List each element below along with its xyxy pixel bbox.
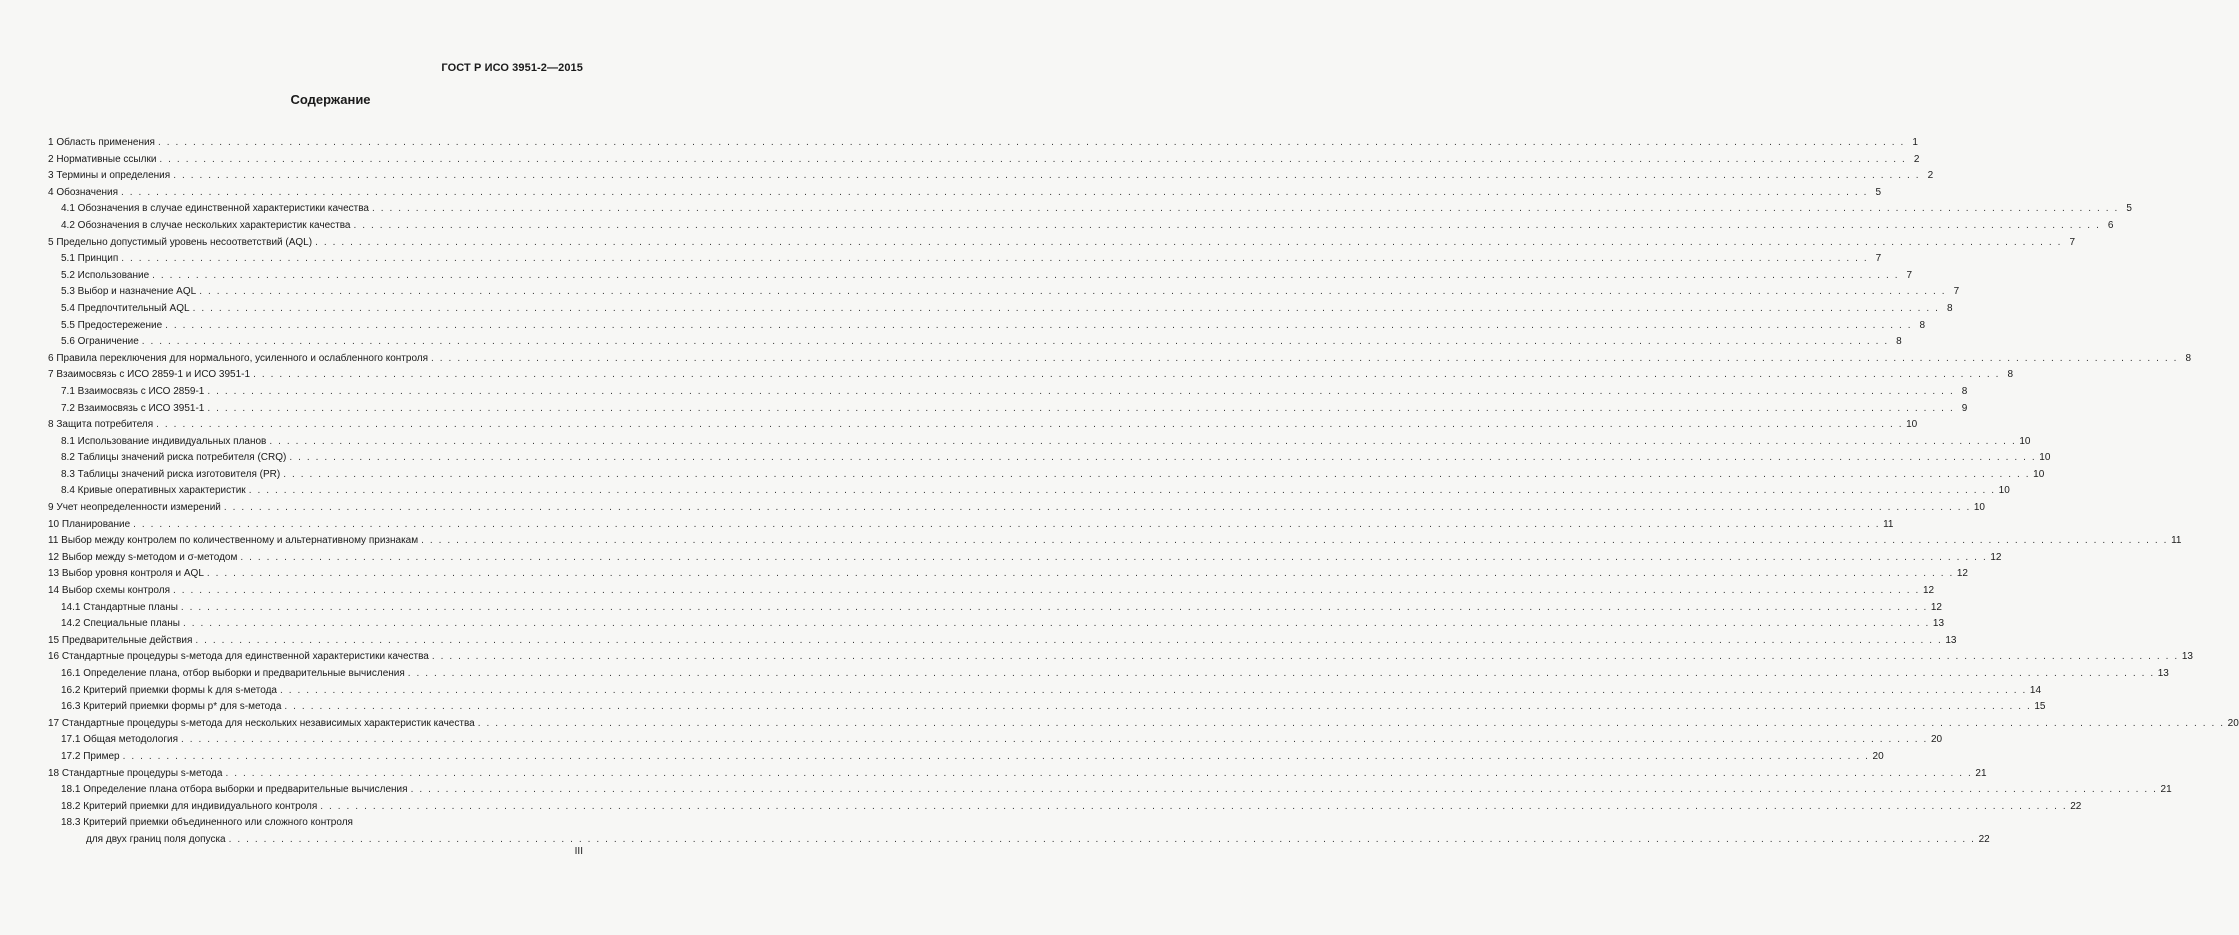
toc-entry[interactable] (48, 467, 2045, 484)
toc-dot-leader: . . . . . . . . . . . . . . . . . . . . . . . . . . . . . . . . . . . . . . . . . . . . . . . . . . . . . . . . . . . . . . . . . . . . . . . . . . . . . . . . . . . . . . . . . . . . . . . . . . . . . . . . . . . . . . . . . . . . . . . . . . . . . . . . . . . . . . . . . . . . . . . . . . . . . . . . . . . . . . . . . . . . . . . . . . . . . . . . . . . . . . . . . . . . . . . . . . . . . . . . (407, 668, 2155, 679)
toc-entry-label: 9 Учет неопределенности измерений (48, 502, 221, 514)
toc-entry[interactable] (48, 649, 2193, 666)
toc-dot-leader: . . . . . . . . . . . . . . . . . . . . . . . . . . . . . . . . . . . . . . . . . . . . . . . . . . . . . . . . . . . . . . . . . . . . . . . . . . . . . . . . . . . . . . . . . . . . . . . . . . . . . . . . . . . . . . . . . . . . . . . . . . . . . . . . . . . . . . . . . . . . . . . . . . . . . . . . . . . . . . . . . . . . . . . . . . . . . . . . . . . . . . . . . . . . . . . . . . . . . . . . (180, 601, 1928, 613)
toc-entry-label: 10 Планирование (48, 518, 131, 530)
toc-entry[interactable] (48, 633, 1957, 650)
toc-entry-label: 17.2 Пример (61, 750, 120, 762)
toc-dot-leader: . . . . . . . . . . . . . . . . . . . . . . . . . . . . . . . . . . . . . . . . . . . . . . . . . . . . . . . . . . . . . . . . . . . . . . . . . . . . . . . . . . . . . . . . . . . . . . . . . . . . . . . . . . . . . . . . . . . . . . . . . . . . . . . . . . . . . . . . . . . . . . . . . . . . . . . . . . . . . . . . . . . . . . . . . . . . . . . . . . . . . . . . . . . . . . . . . . . . . . . . (353, 219, 2101, 231)
toc-entry[interactable] (48, 666, 2169, 683)
toc-entry-label: 7 Взаимосвязь с ИСО 2859-1 и ИСО 3951-1 (48, 369, 251, 381)
toc-entry[interactable] (48, 367, 2014, 384)
toc-entry-label: 4.2 Обозначения в случае нескольких характеристик качества (61, 219, 351, 231)
toc-entry[interactable] (48, 235, 2076, 252)
toc-entry-page: 8 (2185, 352, 2191, 364)
toc-entry-page: 12 (1922, 585, 1935, 597)
toc-entry-page: 20 (1930, 734, 1943, 746)
toc-entry-page: 15 (2034, 701, 2046, 713)
toc-entry[interactable] (48, 500, 1985, 517)
toc-entry[interactable] (48, 185, 1881, 202)
toc-dot-leader: . . . . . . . . . . . . . . . . . . . . . . . . . . . . . . . . . . . . . . . . . . . . . . . . . . . . . . . . . . . . . . . . . . . . . . . . . . . . . . . . . . . . . . . . . . . . . . . . . . . . . . . . . . . . . . . . . . . . . . . . . . . . . . . . . . . . . . . . . . . . . . . . . . . . . . . . . . . . . . . . . . . . . . . . . . . . . . . . . . . . . . . . . . . . . . . . . . . . . . . . (315, 236, 2063, 248)
toc-entry-page: 13 (2157, 668, 2169, 679)
toc-entry-page: 8 (1896, 336, 1902, 348)
toc-entry-page: 10 (2039, 452, 2051, 464)
toc-dot-leader: . . . . . . . . . . . . . . . . . . . . . . . . . . . . . . . . . . . . . . . . . . . . . . . . . . . . . . . . . . . . . . . . . . . . . . . . . . . . . . . . . . . . . . . . . . . . . . . . . . . . . . . . . . . . . . . . . . . . . . . . . . . . . . . . . . . . . . . . . . . . . . . . . . . . . . . . . . . . . . . . . . . . . . . . . . . . . . . . . . . . . . . . . . . . . . . . . . . . . . . . (152, 269, 1900, 281)
toc-dot-leader: . . . . . . . . . . . . . . . . . . . . . . . . . . . . . . . . . . . . . . . . . . . . . . . . . . . . . . . . . . . . . . . . . . . . . . . . . . . . . . . . . . . . . . . . . . . . . . . . . . . . . . . . . . . . . . . . . . . . . . . . . . . . . . . . . . . . . . . . . . . . . . . . . . . . . . . . . . . . . . . . . . . . . . . . . . . . . . . . . . . . . . . . . . . . . . . . . . . . . . . . (157, 137, 1905, 148)
toc-entry-page: 10 (1906, 419, 1918, 431)
toc-entry-label: 7.2 Взаимосвязь с ИСО 3951-1 (61, 402, 205, 414)
toc-entry[interactable] (48, 384, 1968, 401)
toc-entry[interactable] (48, 318, 1926, 335)
toc-dot-leader: . . . . . . . . . . . . . . . . . . . . . . . . . . . . . . . . . . . . . . . . . . . . . . . . . . . . . . . . . . . . . . . . . . . . . . . . . . . . . . . . . . . . . . . . . . . . . . . . . . . . . . . . . . . . . . . . . . . . . . . . . . . . . . . . . . . . . . . . . . . . . . . . . . . . . . . . . . . . . . . . . . . . . . . . . . . . . . . . . . . . . . . . . . . . . . . . . . . . . . . . (279, 684, 2027, 696)
toc-entry-label: 8.3 Таблицы значений риска изготовителя (PR) (61, 468, 281, 480)
toc-entry-page: 7 (2069, 236, 2076, 248)
toc-entry-label: 4 Обозначения (48, 186, 119, 198)
toc-entry[interactable] (48, 782, 2172, 799)
toc-entry-page: 8 (1919, 319, 1926, 331)
toc-entry-page: 21 (1975, 767, 1987, 779)
toc-entry[interactable] (48, 799, 2082, 816)
toc-entry[interactable] (48, 401, 1968, 418)
toc-entry-label: 3 Термины и определения (48, 170, 171, 182)
toc-entry-page: 11 (2171, 535, 2182, 547)
toc-entry-label: 16 Стандартные процедуры s-метода для единственной характеристики качества (48, 651, 429, 663)
toc-entry-label: 17 Стандартные процедуры s-метода для нескольких независимых характеристик качества (48, 717, 475, 729)
toc-entry-label: 14 Выбор схемы контроля (48, 585, 170, 597)
toc-entry[interactable] (48, 152, 1920, 169)
toc-dot-leader: . . . . . . . . . . . . . . . . . . . . . . . . . . . . . . . . . . . . . . . . . . . . . . . . . . . . . . . . . . . . . . . . . . . . . . . . . . . . . . . . . . . . . . . . . . . . . . . . . . . . . . . . . . . . . . . . . . . . . . . . . . . . . . . . . . . . . . . . . . . . . . . . . . . . . . . . . . . . . . . . . . . . . . . . . . . . . . . . . . . . . . . . . . . . . . . . . . . . . . . . (431, 352, 2178, 364)
toc-entry[interactable] (48, 351, 2191, 368)
toc-entry-label: 6 Правила переключения для нормального, усиленного и ослабленного контроля (48, 352, 429, 364)
toc-dot-leader: . . . . . . . . . . . . . . . . . . . . . . . . . . . . . . . . . . . . . . . . . . . . . . . . . . . . . . . . . . . . . . . . . . . . . . . . . . . . . . . . . . . . . . . . . . . . . . . . . . . . . . . . . . . . . . . . . . . . . . . . . . . . . . . . . . . . . . . . . . . . . . . . . . . . . . . . . . . . . . . . . . . . . . . . . . . . . . . . . . . . . . . . . . . . . . . . . . . . . . . . (156, 419, 1904, 431)
toc-dot-leader: . . . . . . . . . . . . . . . . . . . . . . . . . . . . . . . . . . . . . . . . . . . . . . . . . . . . . . . . . . . . . . . . . . . . . . . . . . . . . . . . . . . . . . . . . . . . . . . . . . . . . . . . . . . . . . . . . . . . . . . . . . . . . . . . . . . . . . . . . . . . . . . . . . . . . . . . . . . . . . . . . . . . . . . . . . . . . . . . . . . . . . . . . . . . . . . . . . . . . . . . (320, 800, 2068, 812)
toc-entry-page: 13 (1945, 634, 1957, 646)
toc-entry-page: 8 (1946, 302, 1953, 314)
toc-entry-page: 10 (1998, 485, 2010, 497)
toc-entry-label: 8.1 Использование индивидуальных планов (61, 435, 267, 447)
toc-entry[interactable] (48, 450, 2051, 467)
toc-dot-leader: . . . . . . . . . . . . . . . . . . . . . . . . . . . . . . . . . . . . . . . . . . . . . . . . . . . . . . . . . . . . . . . . . . . . . . . . . . . . . . . . . . . . . . . . . . . . . . . . . . . . . . . . . . . . . . . . . . . . . . . . . . . . . . . . . . . . . . . . . . . . . . . . . . . . . . . . . . . . . . . . . . . . . . . . . . . . . . . . . . . . . . . . . . . . . . . . . . . . . . . . (159, 153, 1907, 165)
toc-entry[interactable] (48, 683, 2042, 700)
toc-entry-label: 4.1 Обозначения в случае единственной характеристики качества (61, 203, 369, 215)
toc-entry[interactable] (48, 268, 1913, 285)
toc-entry-label: 14.2 Специальные планы (61, 618, 180, 630)
toc-entry-label: 5.5 Предостережение (61, 319, 163, 331)
toc-entry-page: 5 (2126, 203, 2132, 215)
toc-entry[interactable] (48, 251, 1882, 268)
toc-entry[interactable] (48, 434, 2031, 451)
toc-entry-label: 15 Предварительные действия (48, 634, 193, 646)
toc-entry-page: 12 (1956, 568, 1968, 580)
toc-entry-page: 5 (1875, 186, 1881, 198)
toc-entry[interactable] (48, 533, 2182, 550)
toc-entry[interactable] (48, 135, 1918, 152)
toc-dot-leader: . . . . . . . . . . . . . . . . . . . . . . . . . . . . . . . . . . . . . . . . . . . . . . . . . . . . . . . . . . . . . . . . . . . . . . . . . . . . . . . . . . . . . . . . . . . . . . . . . . . . . . . . . . . . . . . . . . . . . . . . . . . . . . . . . . . . . . . . . . . . . . . . . . . . . . . . . . . . . . . . . . . . . . . . . . . . . . . . . . . . . . . . . . . . . . . . . . . . . . . . (283, 468, 2031, 480)
toc-dot-leader: . . . . . . . . . . . . . . . . . . . . . . . . . . . . . . . . . . . . . . . . . . . . . . . . . . . . . . . . . . . . . . . . . . . . . . . . . . . . . . . . . . . . . . . . . . . . . . . . . . . . . . . . . . . . . . . . . . . . . . . . . . . . . . . . . . . . . . . . . . . . . . . . . . . . . . . . . . . . . . . . . . . . . . . . . . . . . . . . . . . . . . . . . . . . . . . . . . . . . . . . (192, 302, 1940, 314)
toc-entry-page: 12 (1990, 551, 2002, 563)
toc-entry-page: 22 (2070, 800, 2082, 812)
toc-entry-label: 5.6 Ограничение (61, 336, 139, 348)
toc-dot-leader: . . . . . . . . . . . . . . . . . . . . . . . . . . . . . . . . . . . . . . . . . . . . . . . . . . . . . . . . . . . . . . . . . . . . . . . . . . . . . . . . . . . . . . . . . . . . . . . . . . . . . . . . . . . . . . . . . . . . . . . . . . . . . . . . . . . . . . . . . . . . . . . . . . . . . . . . . . . . . . . . . . . . . . . . . . . . . . . . . . . . . . . . . . . . . . . . . . . . . . . . (133, 518, 1881, 530)
toc-entry-page: 10 (2033, 468, 2045, 480)
toc-entry-page: 22 (1978, 833, 1990, 845)
toc-entry-page: 14 (2029, 684, 2042, 696)
toc-entry-page: 1 (1912, 137, 1918, 148)
toc-entry-page: 7 (1875, 253, 1882, 265)
toc-entry-page: 11 (1883, 518, 1894, 530)
toc-dot-leader: . . . . . . . . . . . . . . . . . . . . . . . . . . . . . . . . . . . . . . . . . . . . . . . . . . . . . . . . . . . . . . . . . . . . . . . . . . . . . . . . . . . . . . . . . . . . . . . . . . . . . . . . . . . . . . . . . . . . . . . . . . . . . . . . . . . . . . . . . . . . . . . . . . . . . . . . . . . . . . . . . . . . . . . . . . . . . . . . . . . . . . . . . . . . . . . . . . . . . . . . (172, 585, 1920, 597)
toc-entry-label: 7.1 Взаимосвязь с ИСО 2859-1 (61, 385, 205, 397)
toc-dot-leader: . . . . . . . . . . . . . . . . . . . . . . . . . . . . . . . . . . . . . . . . . . . . . . . . . . . . . . . . . . . . . . . . . . . . . . . . . . . . . . . . . . . . . . . . . . . . . . . . . . . . . . . . . . . . . . . . . . . . . . . . . . . . . . . . . . . . . . . . . . . . . . . . . . . . . . . . . . . . . . . . . . . . . . . . . . . . . . . . . . . . . . . . . . . . . . . . . . . . . . . . (410, 784, 2158, 796)
toc-dot-leader: . . . . . . . . . . . . . . . . . . . . . . . . . . . . . . . . . . . . . . . . . . . . . . . . . . . . . . . . . . . . . . . . . . . . . . . . . . . . . . . . . . . . . . . . . . . . . . . . . . . . . . . . . . . . . . . . . . . . . . . . . . . . . . . . . . . . . . . . . . . . . . . . . . . . . . . . . . . . . . . . . . . . . . . . . . . . . . . . . . . . . . . . . . . . . . . . . . . . . . . . (253, 369, 2001, 381)
toc-entry[interactable] (48, 218, 2114, 235)
toc-entry-label: 8.4 Кривые оперативных характеристик (61, 485, 246, 497)
toc-dot-leader: . . . . . . . . . . . . . . . . . . . . . . . . . . . . . . . . . . . . . . . . . . . . . . . . . . . . . . . . . . . . . . . . . . . . . . . . . . . . . . . . . . . . . . . . . . . . . . . . . . . . . . . . . . . . . . . . . . . . . . . . . . . . . . . . . . . . . . . . . . . . . . . . . . . . . . . . . . . . . . . . . . . . . . . . . . . . . . . . . . . . . . . . . . . . . . . . . . . . . . . . (421, 535, 2169, 547)
toc-entry[interactable] (48, 616, 1945, 633)
toc-dot-leader: . . . . . . . . . . . . . . . . . . . . . . . . . . . . . . . . . . . . . . . . . . . . . . . . . . . . . . . . . . . . . . . . . . . . . . . . . . . . . . . . . . . . . . . . . . . . . . . . . . . . . . . . . . . . . . . . . . . . . . . . . . . . . . . . . . . . . . . . . . . . . . . . . . . . . . . . . . . . . . . . . . . . . . . . . . . . . . . . . . . . . . . . . . . . . . . . . . . . . . . . (207, 402, 1955, 414)
toc-entry[interactable] (48, 716, 2239, 733)
toc-entry[interactable] (48, 334, 1902, 351)
page-number: III (574, 846, 583, 857)
toc-dot-leader: . . . . . . . . . . . . . . . . . . . . . . . . . . . . . . . . . . . . . . . . . . . . . . . . . . . . . . . . . . . . . . . . . . . . . . . . . . . . . . . . . . . . . . . . . . . . . . . . . . . . . . . . . . . . . . . . . . . . . . . . . . . . . . . . . . . . . . . . . . . . . . . . . . . . . . . . . . . . . . . . . . . . . . . . . . . . . . . . . . . . . . . . . . . . . . . . . . . . . . . . (228, 833, 1976, 845)
toc-entry[interactable] (48, 168, 1934, 185)
toc-entry-label: 8.2 Таблицы значений риска потребителя (CRQ) (61, 452, 287, 464)
toc-entry[interactable] (48, 417, 1918, 434)
toc-dot-leader: . . . . . . . . . . . . . . . . . . . . . . . . . . . . . . . . . . . . . . . . . . . . . . . . . . . . . . . . . . . . . . . . . . . . . . . . . . . . . . . . . . . . . . . . . . . . . . . . . . . . . . . . . . . . . . . . . . . . . . . . . . . . . . . . . . . . . . . . . . . . . . . . . . . . . . . . . . . . . . . . . . . . . . . . . . . . . . . . . . . . . . . . . . . . . . . . . . . . . . . . (122, 750, 1870, 762)
page-title: Содержание (290, 92, 371, 107)
toc-entry-page: 7 (1953, 286, 1960, 298)
toc-entry-label: 16.3 Критерий приемки формы p* для s-метода (61, 701, 282, 713)
toc-entry-label: 18.1 Определение плана отбора выборки и предварительные вычисления (61, 784, 408, 796)
toc-dot-leader: . . . . . . . . . . . . . . . . . . . . . . . . . . . . . . . . . . . . . . . . . . . . . . . . . . . . . . . . . . . . . . . . . . . . . . . . . . . . . . . . . . . . . . . . . . . . . . . . . . . . . . . . . . . . . . . . . . . . . . . . . . . . . . . . . . . . . . . . . . . . . . . . . . . . . . . . . . . . . . . . . . . . . . . . . . . . . . . . . . . . . . . . . . . . . . . . . . . . . . . . (431, 651, 2179, 663)
toc-entry-label: 16.2 Критерий приемки формы k для s-метода (61, 684, 277, 696)
toc-entry-label: 5 Предельно допустимый уровень несоответствий (AQL) (48, 236, 313, 248)
toc-entry-label: 18.2 Критерий приемки для индивидуального контроля (61, 800, 318, 812)
toc-dot-leader: . . . . . . . . . . . . . . . . . . . . . . . . . . . . . . . . . . . . . . . . . . . . . . . . . . . . . . . . . . . . . . . . . . . . . . . . . . . . . . . . . . . . . . . . . . . . . . . . . . . . . . . . . . . . . . . . . . . . . . . . . . . . . . . . . . . . . . . . . . . . . . . . . . . . . . . . . . . . . . . . . . . . . . . . . . . . . . . . . . . . . . . . . . . . . . . . . . . . . . . . (284, 701, 2032, 713)
toc-entry-label: 5.1 Принцип (61, 253, 119, 265)
toc-entry[interactable] (48, 749, 1884, 766)
toc-entry-page: 2 (1927, 170, 1934, 182)
toc-entry-label: 16.1 Определение плана, отбор выборки и предварительные вычисления (61, 668, 405, 679)
toc-entry-label: 2 Нормативные ссылки (48, 153, 157, 165)
toc-dot-leader: . . . . . . . . . . . . . . . . . . . . . . . . . . . . . . . . . . . . . . . . . . . . . . . . . . . . . . . . . . . . . . . . . . . . . . . . . . . . . . . . . . . . . . . . . . . . . . . . . . . . . . . . . . . . . . . . . . . . . . . . . . . . . . . . . . . . . . . . . . . . . . . . . . . . . . . . . . . . . . . . . . . . . . . . . . . . . . . . . . . . . . . . . . . . . . . . . . . . . . . . (165, 319, 1913, 331)
toc-entry-page: 9 (1961, 402, 1968, 414)
table-of-contents (48, 135, 2239, 849)
toc-dot-leader: . . . . . . . . . . . . . . . . . . . . . . . . . . . . . . . . . . . . . . . . . . . . . . . . . . . . . . . . . . . . . . . . . . . . . . . . . . . . . . . . . . . . . . . . . . . . . . . . . . . . . . . . . . . . . . . . . . . . . . . . . . . . . . . . . . . . . . . . . . . . . . . . . . . . . . . . . . . . . . . . . . . . . . . . . . . . . . . . . . . . . . . . . . . . . . . . . . . . . . . . (195, 634, 1943, 646)
toc-dot-leader: . . . . . . . . . . . . . . . . . . . . . . . . . . . . . . . . . . . . . . . . . . . . . . . . . . . . . . . . . . . . . . . . . . . . . . . . . . . . . . . . . . . . . . . . . . . . . . . . . . . . . . . . . . . . . . . . . . . . . . . . . . . . . . . . . . . . . . . . . . . . . . . . . . . . . . . . . . . . . . . . . . . . . . . . . . . . . . . . . . . . . . . . . . . . . . . . . . . . . . . . (248, 485, 1996, 497)
toc-entry-page: 10 (2019, 435, 2031, 447)
toc-entry[interactable] (48, 301, 1953, 318)
toc-entry-page: 7 (1906, 269, 1913, 281)
toc-entry-page: 8 (1961, 385, 1968, 397)
toc-dot-leader: . . . . . . . . . . . . . . . . . . . . . . . . . . . . . . . . . . . . . . . . . . . . . . . . . . . . . . . . . . . . . . . . . . . . . . . . . . . . . . . . . . . . . . . . . . . . . . . . . . . . . . . . . . . . . . . . . . . . . . . . . . . . . . . . . . . . . . . . . . . . . . . . . . . . . . . . . . . . . . . . . . . . . . . . . . . . . . . . . . . . . . . . . . . . . . . . . . . . . . . . (269, 435, 2017, 447)
toc-entry-page: 20 (2227, 717, 2239, 729)
toc-entry-label: 5.2 Использование (61, 269, 150, 281)
toc-dot-leader: . . . . . . . . . . . . . . . . . . . . . . . . . . . . . . . . . . . . . . . . . . . . . . . . . . . . . . . . . . . . . . . . . . . . . . . . . . . . . . . . . . . . . . . . . . . . . . . . . . . . . . . . . . . . . . . . . . . . . . . . . . . . . . . . . . . . . . . . . . . . . . . . . . . . . . . . . . . . . . . . . . . . . . . . . . . . . . . . . . . . . . . . . . . . . . . . . . . . . . . . (223, 502, 1971, 514)
toc-entry-page: 10 (1973, 502, 1985, 514)
toc-entry[interactable] (48, 699, 2046, 716)
toc-entry[interactable] (48, 284, 1960, 301)
toc-entry-label: 14.1 Стандартные планы (61, 601, 178, 613)
toc-entry-page: 21 (2160, 784, 2172, 796)
toc-entry-label: 12 Выбор между s-методом и σ-методом (48, 551, 238, 563)
toc-dot-leader: . . . . . . . . . . . . . . . . . . . . . . . . . . . . . . . . . . . . . . . . . . . . . . . . . . . . . . . . . . . . . . . . . . . . . . . . . . . . . . . . . . . . . . . . . . . . . . . . . . . . . . . . . . . . . . . . . . . . . . . . . . . . . . . . . . . . . . . . . . . . . . . . . . . . . . . . . . . . . . . . . . . . . . . . . . . . . . . . . . . . . . . . . . . . . . . . . . . . . . . . (477, 717, 2225, 729)
toc-entry-label: 5.4 Предпочтительный AQL (61, 302, 190, 314)
toc-entry-page: 12 (1930, 601, 1942, 613)
toc-entry[interactable] (48, 732, 1943, 749)
toc-dot-leader: . . . . . . . . . . . . . . . . . . . . . . . . . . . . . . . . . . . . . . . . . . . . . . . . . . . . . . . . . . . . . . . . . . . . . . . . . . . . . . . . . . . . . . . . . . . . . . . . . . . . . . . . . . . . . . . . . . . . . . . . . . . . . . . . . . . . . . . . . . . . . . . . . . . . . . . . . . . . . . . . . . . . . . . . . . . . . . . . . . . . . . . . . . . . . . . . . . . . . . . . (121, 253, 1869, 265)
toc-entry-page: 13 (1932, 618, 1945, 630)
toc-entry-page: 8 (2007, 369, 2014, 381)
toc-entry-label: 11 Выбор между контролем по количественному и альтернативному признакам (48, 535, 419, 547)
toc-entry[interactable] (48, 600, 1942, 617)
toc-dot-leader: . . . . . . . . . . . . . . . . . . . . . . . . . . . . . . . . . . . . . . . . . . . . . . . . . . . . . . . . . . . . . . . . . . . . . . . . . . . . . . . . . . . . . . . . . . . . . . . . . . . . . . . . . . . . . . . . . . . . . . . . . . . . . . . . . . . . . . . . . . . . . . . . . . . . . . . . . . . . . . . . . . . . . . . . . . . . . . . . . . . . . . . . . . . . . . . . . . . . . . . . (289, 452, 2037, 464)
standard-header: ГОСТ Р ИСО 3951-2—2015 (441, 62, 583, 74)
toc-entry[interactable] (48, 550, 2002, 567)
toc-dot-leader: . . . . . . . . . . . . . . . . . . . . . . . . . . . . . . . . . . . . . . . . . . . . . . . . . . . . . . . . . . . . . . . . . . . . . . . . . . . . . . . . . . . . . . . . . . . . . . . . . . . . . . . . . . . . . . . . . . . . . . . . . . . . . . . . . . . . . . . . . . . . . . . . . . . . . . . . . . . . . . . . . . . . . . . . . . . . . . . . . . . . . . . . . . . . . . . . . . . . . . . . (240, 551, 1988, 563)
toc-entry-label: 17.1 Общая методология (61, 734, 178, 746)
toc-entry-label: 8 Защита потребителя (48, 419, 154, 431)
toc-dot-leader: . . . . . . . . . . . . . . . . . . . . . . . . . . . . . . . . . . . . . . . . . . . . . . . . . . . . . . . . . . . . . . . . . . . . . . . . . . . . . . . . . . . . . . . . . . . . . . . . . . . . . . . . . . . . . . . . . . . . . . . . . . . . . . . . . . . . . . . . . . . . . . . . . . . . . . . . . . . . . . . . . . . . . . . . . . . . . . . . . . . . . . . . . . . . . . . . . . . . . . . . (199, 286, 1947, 298)
toc-entry[interactable] (48, 766, 1987, 783)
toc-entry-page: 2 (1913, 153, 1920, 165)
toc-entry[interactable] (48, 201, 2132, 218)
toc-entry-page: 6 (2107, 219, 2114, 231)
toc-entry[interactable] (48, 483, 2010, 500)
toc-entry-page: 20 (1872, 750, 1884, 762)
toc-dot-leader: . . . . . . . . . . . . . . . . . . . . . . . . . . . . . . . . . . . . . . . . . . . . . . . . . . . . . . . . . . . . . . . . . . . . . . . . . . . . . . . . . . . . . . . . . . . . . . . . . . . . . . . . . . . . . . . . . . . . . . . . . . . . . . . . . . . . . . . . . . . . . . . . . . . . . . . . . . . . . . . . . . . . . . . . . . . . . . . . . . . . . . . . . . . . . . . . . . . . . . . . (182, 618, 1930, 630)
toc-entry-label: 5.3 Выбор и назначение AQL (61, 286, 197, 298)
toc-entry[interactable] (48, 566, 1968, 583)
toc-dot-leader: . . . . . . . . . . . . . . . . . . . . . . . . . . . . . . . . . . . . . . . . . . . . . . . . . . . . . . . . . . . . . . . . . . . . . . . . . . . . . . . . . . . . . . . . . . . . . . . . . . . . . . . . . . . . . . . . . . . . . . . . . . . . . . . . . . . . . . . . . . . . . . . . . . . . . . . . . . . . . . . . . . . . . . . . . . . . . . . . . . . . . . . . . . . . . . . . . . . . . . . . (173, 170, 1921, 182)
toc-entry-label[interactable]: 18.3 Критерий приемки объединенного или сложного контроля (61, 817, 353, 829)
toc-entry-label: 1 Область применения (48, 137, 155, 148)
toc-entry-label: 18 Стандартные процедуры s-метода (48, 767, 223, 779)
toc-entry-label: для двух границ поля допуска (86, 833, 226, 845)
toc-dot-leader: . . . . . . . . . . . . . . . . . . . . . . . . . . . . . . . . . . . . . . . . . . . . . . . . . . . . . . . . . . . . . . . . . . . . . . . . . . . . . . . . . . . . . . . . . . . . . . . . . . . . . . . . . . . . . . . . . . . . . . . . . . . . . . . . . . . . . . . . . . . . . . . . . . . . . . . . . . . . . . . . . . . . . . . . . . . . . . . . . . . . . . . . . . . . . . . . . . . . . . . . (206, 568, 1954, 580)
toc-entry-page: 13 (2181, 651, 2193, 663)
toc-entry[interactable] (48, 583, 1935, 600)
toc-dot-leader: . . . . . . . . . . . . . . . . . . . . . . . . . . . . . . . . . . . . . . . . . . . . . . . . . . . . . . . . . . . . . . . . . . . . . . . . . . . . . . . . . . . . . . . . . . . . . . . . . . . . . . . . . . . . . . . . . . . . . . . . . . . . . . . . . . . . . . . . . . . . . . . . . . . . . . . . . . . . . . . . . . . . . . . . . . . . . . . . . . . . . . . . . . . . . . . . . . . . . . . . (371, 203, 2119, 215)
toc-dot-leader: . . . . . . . . . . . . . . . . . . . . . . . . . . . . . . . . . . . . . . . . . . . . . . . . . . . . . . . . . . . . . . . . . . . . . . . . . . . . . . . . . . . . . . . . . . . . . . . . . . . . . . . . . . . . . . . . . . . . . . . . . . . . . . . . . . . . . . . . . . . . . . . . . . . . . . . . . . . . . . . . . . . . . . . . . . . . . . . . . . . . . . . . . . . . . . . . . . . . . . . . (180, 734, 1928, 746)
toc-dot-leader: . . . . . . . . . . . . . . . . . . . . . . . . . . . . . . . . . . . . . . . . . . . . . . . . . . . . . . . . . . . . . . . . . . . . . . . . . . . . . . . . . . . . . . . . . . . . . . . . . . . . . . . . . . . . . . . . . . . . . . . . . . . . . . . . . . . . . . . . . . . . . . . . . . . . . . . . . . . . . . . . . . . . . . . . . . . . . . . . . . . . . . . . . . . . . . . . . . . . . . . . (141, 336, 1889, 348)
toc-entry-label: 13 Выбор уровня контроля и AQL (48, 568, 204, 580)
toc-entry[interactable] (48, 517, 1894, 534)
toc-dot-leader: . . . . . . . . . . . . . . . . . . . . . . . . . . . . . . . . . . . . . . . . . . . . . . . . . . . . . . . . . . . . . . . . . . . . . . . . . . . . . . . . . . . . . . . . . . . . . . . . . . . . . . . . . . . . . . . . . . . . . . . . . . . . . . . . . . . . . . . . . . . . . . . . . . . . . . . . . . . . . . . . . . . . . . . . . . . . . . . . . . . . . . . . . . . . . . . . . . . . . . . . (121, 186, 1868, 198)
toc-dot-leader: . . . . . . . . . . . . . . . . . . . . . . . . . . . . . . . . . . . . . . . . . . . . . . . . . . . . . . . . . . . . . . . . . . . . . . . . . . . . . . . . . . . . . . . . . . . . . . . . . . . . . . . . . . . . . . . . . . . . . . . . . . . . . . . . . . . . . . . . . . . . . . . . . . . . . . . . . . . . . . . . . . . . . . . . . . . . . . . . . . . . . . . . . . . . . . . . . . . . . . . . (225, 767, 1973, 779)
toc-entry[interactable] (48, 832, 1990, 849)
toc-dot-leader: . . . . . . . . . . . . . . . . . . . . . . . . . . . . . . . . . . . . . . . . . . . . . . . . . . . . . . . . . . . . . . . . . . . . . . . . . . . . . . . . . . . . . . . . . . . . . . . . . . . . . . . . . . . . . . . . . . . . . . . . . . . . . . . . . . . . . . . . . . . . . . . . . . . . . . . . . . . . . . . . . . . . . . . . . . . . . . . . . . . . . . . . . . . . . . . . . . . . . . . . (207, 385, 1955, 397)
